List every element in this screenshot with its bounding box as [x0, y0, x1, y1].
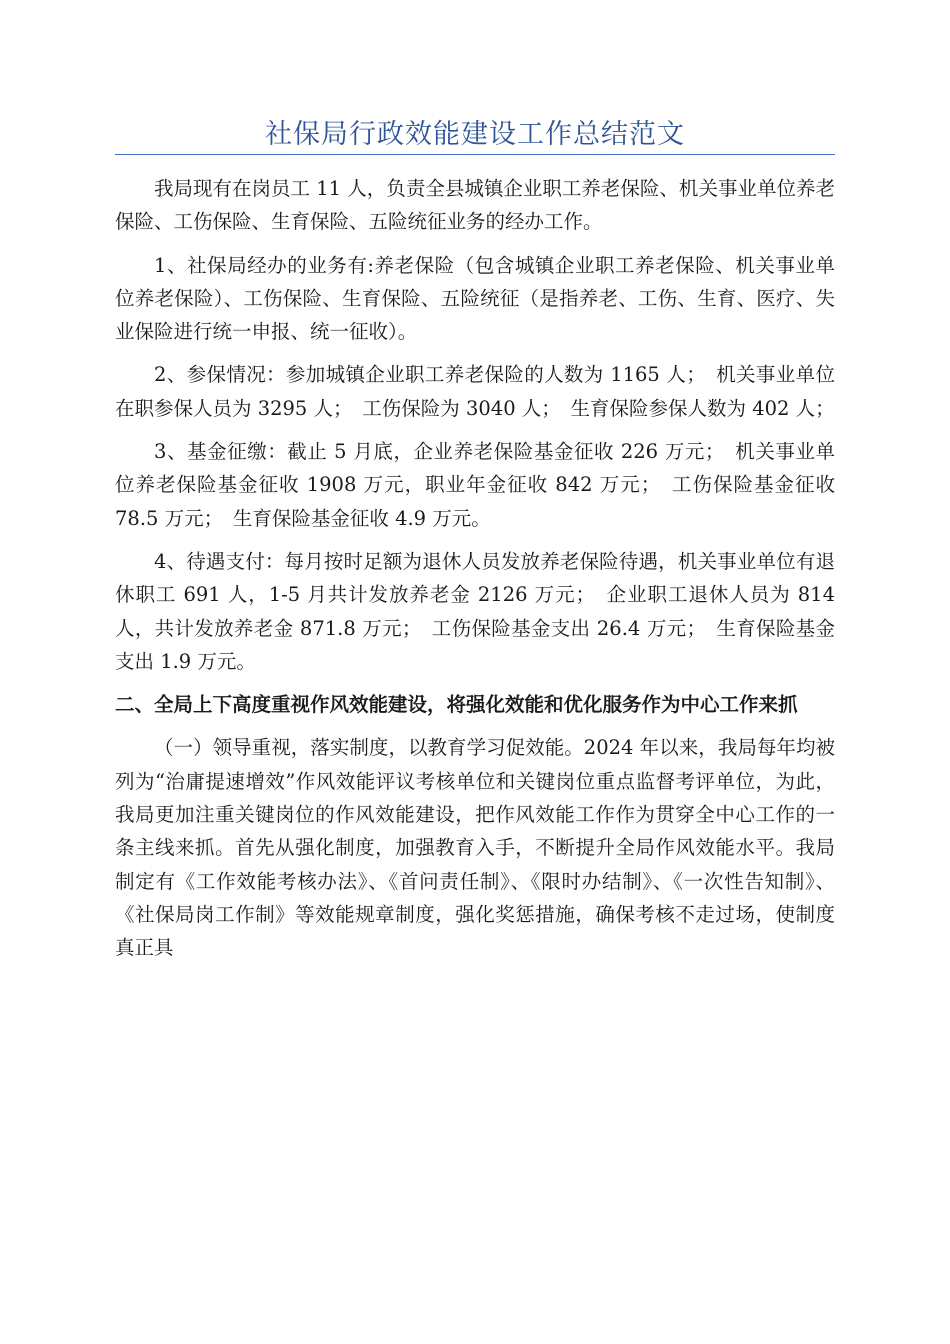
paragraph-enrollment: 2、参保情况：参加城镇企业职工养老保险的人数为 1165 人； 机关事业单位在职参保人员为 3295 人； 工伤保险为 3040 人； 生育保险参保人数为 402 人；: [115, 363, 835, 420]
paragraph-business-scope: 1、社保局经办的业务有:养老保险（包含城镇企业职工养老保险、机关事业单位养老保险）、工伤保险、生育保险、五险统征（是指养老、工伤、生育、医疗、失业保险进行统一申报、统一征收）。: [115, 253, 835, 344]
document-body: [115, 172, 835, 975]
document-title: 社保局行政效能建设工作总结范文: [265, 119, 685, 150]
paragraph-leadership: （一）领导重视，落实制度，以教育学习促效能。2024 年以来，我局每年均被列为“治庸提速增效”作风效能评议考核单位和关键岗位重点监督考评单位，为此，我局更加注重关键岗位的作风效能建设，把作风效能工作作为贯穿全中心工作的一条主线来抓。首先从强化制度，加强教育入手，不断提升全局作风效能水平。我局制定有《工作效能考核办法》、《首问责任制》、《限时办结制》、《一次性告知制》、《社保局岗工作制》等效能规章制度，强化奖惩措施，确保考核不走过场，使制度真正具: [115, 736, 835, 960]
paragraph-fund-collection: 3、基金征缴：截止 5 月底，企业养老保险基金征收 226 万元； 机关事业单位养老保险基金征收 1908 万元，职业年金征收 842 万元； 工伤保险基金征收 78.5 万元； 生育保险基金征收 4.9 万元。: [115, 440, 835, 530]
title-underline: [115, 154, 835, 155]
paragraph-benefit-payment: 4、待遇支付：每月按时足额为退休人员发放养老保险待遇，机关事业单位有退休职工 691 人，1-5 月共计发放养老金 2126 万元； 企业职工退休人员为 814 人，共计发放养老金 871.8 万元； 工伤保险基金支出 26.4 万元； 生育保险基金支出 1.9 万元。: [115, 549, 835, 673]
paragraph-intro: 我局现有在岗员工 11 人，负责全县城镇企业职工养老保险、机关事业单位养老保险、工伤保险、生育保险、五险统征业务的经办工作。: [115, 177, 835, 234]
section-heading-2: 二、全局上下高度重视作风效能建设，将强化效能和优化服务作为中心工作来抓: [115, 693, 798, 717]
